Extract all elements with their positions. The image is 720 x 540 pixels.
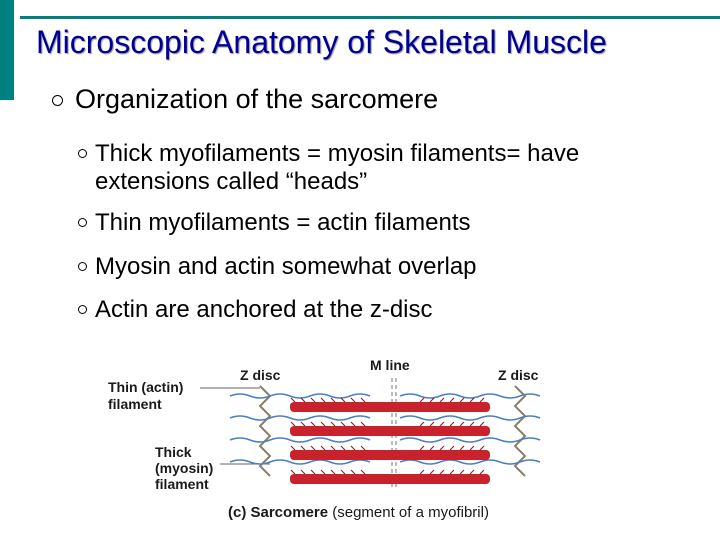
myosin-heads-row bbox=[291, 470, 484, 474]
myosin-filament bbox=[290, 426, 490, 436]
z-disc-left-label: Z disc bbox=[240, 367, 281, 383]
figure-caption bbox=[228, 504, 489, 521]
sub-bullet-text: Thick myofilaments = myosin filaments= have bbox=[95, 140, 580, 167]
m-line-label: M line bbox=[370, 357, 410, 373]
sub-bullet-text: Myosin and actin somewhat overlap bbox=[95, 253, 477, 280]
myosin-filament bbox=[290, 450, 490, 460]
sub-bullet-thin bbox=[78, 209, 470, 237]
myosin-heads-row bbox=[291, 422, 484, 426]
sub-bullet-anchored bbox=[78, 296, 433, 324]
title-rule bbox=[20, 16, 720, 19]
actin-filament bbox=[230, 416, 370, 420]
thick-filament-label: Thick bbox=[155, 444, 192, 460]
actin-filament bbox=[400, 416, 540, 420]
slide-title: Microscopic Anatomy of Skeletal Muscle bbox=[36, 24, 607, 60]
myosin-filaments bbox=[290, 402, 490, 484]
myosin-filament bbox=[290, 402, 490, 412]
actin-filament bbox=[230, 460, 370, 464]
sub-bullet-text: Actin are anchored at the z-disc bbox=[95, 296, 433, 323]
myosin-filament bbox=[290, 474, 490, 484]
myosin-heads-row bbox=[291, 446, 484, 450]
bullet-text: Organization of the sarcomere bbox=[75, 84, 439, 114]
actin-filament bbox=[230, 438, 370, 442]
actin-filament bbox=[400, 394, 540, 398]
bullet-icon bbox=[78, 149, 87, 158]
sub-bullet-overlap bbox=[78, 253, 477, 281]
thick-filament-label-3: filament bbox=[155, 476, 209, 492]
bullet-icon bbox=[78, 262, 87, 271]
thick-filament-label-2: (myosin) bbox=[155, 460, 214, 476]
sub-bullet-text: Thin myofilaments = actin filaments bbox=[95, 209, 471, 236]
caption-rest: (segment of a myofibril) bbox=[328, 504, 489, 521]
bullet-icon bbox=[52, 95, 63, 106]
bullet-icon bbox=[78, 305, 87, 314]
z-disc-right-label: Z disc bbox=[498, 367, 539, 383]
caption-bold: (c) Sarcomere bbox=[228, 504, 329, 521]
sarcomere-diagram bbox=[100, 352, 580, 532]
bullet-icon bbox=[78, 218, 87, 227]
sub-bullet-thick bbox=[78, 140, 579, 196]
bullet-organization bbox=[52, 84, 438, 115]
sub-bullet-text-line2: extensions called “heads” bbox=[95, 168, 368, 195]
accent-bar bbox=[0, 0, 14, 100]
thin-filament-label: Thin (actin) bbox=[108, 379, 184, 395]
myosin-heads-row bbox=[291, 398, 484, 402]
thin-filament-label-2: filament bbox=[108, 396, 162, 412]
actin-filament bbox=[230, 394, 370, 398]
